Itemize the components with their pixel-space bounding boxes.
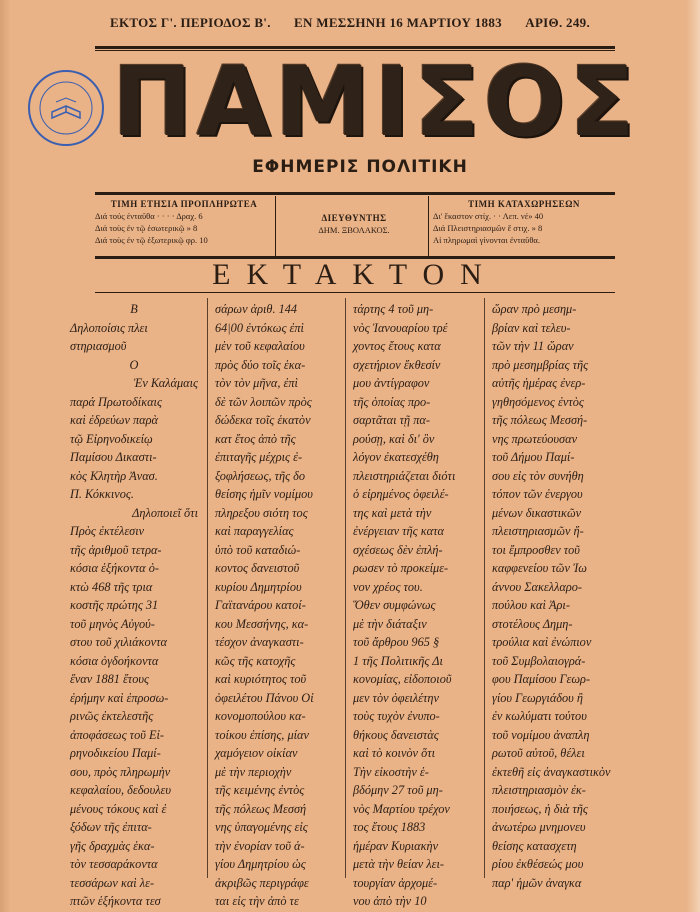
text-line: Π. Κόκκινος. [70,487,134,501]
text-column-4 [492,300,620,892]
text-line: Ἐν Καλάμαις [133,376,198,390]
text-line: στου τοῦ χιλιάκοντα [70,635,167,649]
text-line: σαρτᾶται τῇ πα- [353,413,430,427]
subscription-line: Διά τοὺς ἐν τῷ ἐσωτερικῷ » 8 [95,223,198,233]
article-body [70,300,690,908]
text-line: Β [130,302,138,316]
text-line: καὶ παραγγελίας [215,524,294,538]
text-line: τῷ Εἰρηνοδικείῳ [70,431,153,446]
ads-line: Αἱ πληρωμαὶ γίνονται ἐνταῦθα. [433,235,540,245]
info-top-rule [95,192,615,195]
text-line: ρίου ἐκθέσεώς μου [492,857,584,871]
text-line: μένων δικαστικῶν [492,505,582,520]
text-line: ἐνέργειαν τῆς κατα [353,524,444,538]
ads-line: Διά Πλειστηριασμῶν ἕ στιχ. » 8 [433,223,543,233]
text-line: ἕναν 1881 ἔτους [70,672,149,686]
text-line: δώδεκα τοῖς ἑκατὸν [215,413,311,427]
text-line: κόσια ἑξήκοντα ὀ- [70,561,159,575]
text-line: Γαϊτανάρου κατοί- [215,598,306,612]
text-line: γηθησόμενος ἐντὸς [492,394,584,409]
text-line: μου ἀντίγραφον [353,376,430,390]
text-line: πλειστηριασμῶν ἤ- [492,524,584,538]
text-line: νὸς Μαρτίου τρέχον [353,801,450,816]
text-line: μένους τόκους καὶ ἐ [70,801,167,816]
text-line: σχετήριον ἔκθεσίν [353,357,441,372]
text-column-2 [215,300,343,911]
text-line: τῆς ὁποίας προ- [353,394,431,409]
text-line: τρούλια καὶ ἐνώπιον [492,635,592,649]
text-line: λόγον ἐκατεσχέθη [353,450,439,464]
text-line: δὲ τῶν λοιπῶν πρὸς [215,394,312,409]
text-line: ρωσεν τὸ προκείμε- [353,561,449,575]
text-line: κυρίου Δημητρίου [215,579,302,594]
text-line: ὥραν πρὸ μεσημ- [492,302,577,316]
year-period: ΕΚΤΟΣ Γ'. ΠΕΡΙΟΔΟΣ Β'. [110,15,271,30]
text-line: 1 τῆς Πολιτικῆς Δι [353,653,443,668]
text-line: στοτέλους Δημη- [492,616,573,631]
text-line: νης πρωτεύουσαν [492,431,578,446]
text-line: καὶ κυριότητος τοῦ [215,672,307,686]
text-line: κεφαλαίου, δεδουλευ [70,783,172,797]
text-line: σου, πρὸς πληρωμὴν [70,764,171,779]
text-line: ἀκριβῶς περιγράφε [215,875,309,890]
subscription-line: Διά τούς ένταῦθα · · · · Δραχ. 6 [95,211,203,221]
text-line: ἀποφάσεως τοῦ Εἰ- [70,727,164,742]
subtitle: ΕΦΗΜΕΡΙΣ ΠΟΛΙΤΙΚΗ [252,157,468,177]
book-icon [30,72,102,144]
library-stamp [28,70,104,146]
ads-block [433,198,615,246]
text-line: μὲ τὴν διάταξιν [353,616,427,631]
text-line: πτῶν ἑξήκοντα τεσ [70,894,161,908]
issue-line [110,15,590,31]
text-line: θείσης ἡμῖν νομίμου [215,487,313,501]
text-line: τῆς πόλεως Μεσσή- [492,413,588,427]
text-line: τάρτης 4 τοῦ μη- [353,302,434,316]
text-line: πούλου καὶ Ἀρι- [492,598,570,612]
subscription-line: Διά τοὺς ἐν τῷ ἐξωτερικῷ φρ. 10 [95,235,208,245]
text-line: τος ἔτους 1883 [353,820,426,834]
text-line: τοῦ νομίμου ἀναπλη [492,727,590,742]
text-line: αὐτῆς ἡμέρας ἐνερ- [492,376,586,390]
text-line: πλειστηριάζεται διότι [353,468,456,483]
text-line: μὲν τοῦ κεφαλαίου [215,339,305,353]
text-line: καὶ ἐδρεύων παρὰ [70,413,158,427]
text-line: ὁ εἰρημένος ὀφειλέ- [353,487,449,501]
text-line: Ὅθεν συμφώνως [353,598,436,612]
text-column-1 [70,300,198,911]
text-line: τοῦ μηνὸς Αὐγού- [70,616,155,631]
ads-title: ΤΙΜΗ ΚΑΤΑΧΩΡΗΣΕΩΝ [468,199,580,209]
text-line: πληρεξου σιότη τος [215,505,308,520]
text-line: τὸν τὸν μῆνα, ἐπὶ [215,376,298,390]
banner-bottom-rule [95,292,615,293]
text-line: άννου Σακελλαρο- [492,579,582,594]
text-line: ται εἰς τὴν ἀπὸ τε [215,894,299,908]
text-line: ρούσῃ, καὶ δι' ὃν [353,431,435,446]
subscription-block [95,198,273,246]
text-line: θείσης κατασχετη [492,838,577,853]
text-line: κου Μεσσήνης, κα- [215,616,309,631]
text-line: τοῦ Συμβολαιογρά- [492,653,586,668]
text-line: μετὰ τὴν θείαν λει- [353,857,444,871]
text-line: Δηλοποιεῖ ὅτι [132,505,198,520]
text-line: Τὴν εἰκοστὴν ἑ- [353,764,429,779]
text-line: κοντος δανειστοῦ [215,561,300,575]
text-line: καφφενείου τῶν Ἰω [492,561,587,575]
text-line: χαμόγειον οἰκίαν [215,746,298,760]
text-line: γίου Δημητρίου ὡς [215,857,306,871]
text-line: τοὺς τυχὸν ἐνυπο- [353,709,440,723]
subscription-title: ΤΙΜΗ ΕΤΗΣΙΑ ΠΡΟΠΛΗΡΩΤΕΑ [110,199,258,209]
text-line: Δηλοποίσις πλει [70,320,148,335]
text-line: ἐκτεθῆ εἰς ἀναγκαστικὸν [492,764,611,779]
text-line: κῶς τῆς κατοχῆς [215,653,296,668]
text-line: κοστῆς πρώτης 31 [70,598,159,612]
text-line: πρὸς δύο τοῖς ἑκα- [215,357,306,372]
text-line: ρηνοδικείου Παμί- [70,746,161,760]
text-line: της καὶ μετὰ τὴν [353,505,432,520]
text-line: ὀφειλέτου Πάνου Οἰ [215,690,314,705]
text-line: Ο [129,357,139,372]
text-line: ἡμέραν Κυριακὴν [353,838,439,853]
director-name: ΔΗΜ. ΞΒΟΛΑΚΟΣ. [318,225,390,235]
text-line: γῆς δραχμὰς ἑκα- [70,838,155,853]
text-line: 64|00 ἐντόκως ἐπὶ [215,320,304,335]
text-line: μεν τὸν ὀφειλέτην [353,690,439,705]
text-line: πρὸ μεσημβρίας τῆς [492,357,589,372]
text-line: σου εἰς τὸν συνήθη [492,468,584,483]
text-line: κονομίας, εἰδοποιοῦ [353,672,452,686]
text-line: τῆς ἀριθμοῦ τετρα- [70,542,162,557]
text-line: παρ' ἡμῶν ἀναγκα [492,875,582,890]
masthead-title: ΠΑΜΙΣΟΣ [112,46,639,158]
text-line: τὸν τεσσαράκοντα [70,857,158,871]
text-line: μὲ τὴν περιοχὴν [215,764,292,779]
text-line: κόσια ὀγδοήκοντα [70,653,159,668]
text-line: τουργίαν ἀρχομέ- [353,875,438,890]
text-line: ἐρήμην καὶ ἐπροσω- [70,690,169,705]
text-line: σάρων ἀριθ. 144 [215,302,298,316]
text-line: τοῦ Δήμου Παμί- [492,450,575,464]
text-line: τόπον τῶν ἐνεργου [492,487,583,501]
text-line: ξόδων τῆς ἐπιτα- [70,820,152,834]
text-line: τέσχον ἀναγκαστι- [215,635,304,649]
text-line: κονομοπούλου κα- [215,709,306,723]
text-line: τὴν ἐνορίαν τοῦ ἁ- [215,838,305,853]
text-line: γίου Γεωργιάδου ἢ [492,690,583,705]
text-line: ξοφλήσεως, τῆς δο [215,468,306,483]
text-line: νον χρέος του. [353,579,423,594]
text-line: χοντος ἔτους κατα [353,339,441,353]
page-left-edge [0,0,10,912]
text-line: ἐπιταγῆς μέχρις ἐ- [215,450,303,464]
text-line: παρά Πρωτοδίκαις [70,394,162,409]
text-line: τῆς κειμένης ἐντὸς [215,783,305,797]
text-line: ποιήσεως, ἡ διὰ τῆς [492,801,588,816]
text-line: κὸς Κλητὴρ Ἀνασ. [70,468,158,483]
text-line: κατ ἔτος ἀπὸ τῆς [215,431,296,446]
text-line: ὑπὸ τοῦ καταδιώ- [215,542,301,557]
director-title: ΔΙΕΥΘΥΝΤΗΣ [321,213,387,223]
text-column-3 [353,300,481,911]
text-line: τοι ἔμπροσθεν τοῦ [492,542,580,557]
text-line: Παμίσου Δικαστι- [70,450,157,464]
text-line: Πρὸς ἐκτέλεσιν [70,524,145,538]
text-line: νης ὑπαγομένης εἰς [215,820,308,834]
text-line: τῆς πόλεως Μεσσή [215,801,307,816]
ads-line: Δι' ἕκαστον στίχ. · · Λεπ. νέ» 40 [433,211,544,221]
text-line: τοίκου ἐπίσης, μίαν [215,727,309,742]
text-line: ἀνωτέρω μνημονευ [492,820,586,834]
text-line: νου ἀπὸ τὴν 10 [353,894,427,908]
text-line: ρωτοῦ αὐτοῦ, θέλει [492,746,585,760]
info-box [95,198,615,256]
text-line: βρίαν καὶ τελευ- [492,320,571,335]
text-line: θήκους δανειστὰς [353,727,439,742]
text-line: τῶν τὴν 11 ὥραν [492,339,574,353]
text-line: τεσσάρων καὶ λε- [70,875,155,890]
text-line: βδόμην 27 τοῦ μη- [353,783,443,797]
text-line: νὸς Ἰανουαρίου τρέ [353,320,448,335]
place-date: ΕΝ ΜΕΣΣΗΝΗ 16 ΜΑΡΤΙΟΥ 1883 [294,15,502,30]
text-line: ἐν κωλύματι τούτου [492,709,587,723]
issue-number: ΑΡΙΘ. 249. [525,15,590,30]
text-line: κτὼ 468 τῆς τρια [70,579,153,594]
text-line: πλειστηριασμὸν ἐκ- [492,783,586,797]
text-line: τοῦ ἄρθρου 965 § [353,635,440,649]
text-line: καὶ τὸ κοινὸν ὅτι [353,746,436,760]
extra-banner: ΕΚΤΑΚΤΟΝ [212,258,498,291]
director-block [280,212,428,236]
text-line: φου Παμίσου Γεωρ- [492,672,591,686]
text-line: ρινῶς ἐκτελεστῆς [70,709,154,723]
text-line: στηριασμοῦ [70,339,127,353]
text-line: σχέσεως δὲν ἐπλή- [353,542,443,557]
